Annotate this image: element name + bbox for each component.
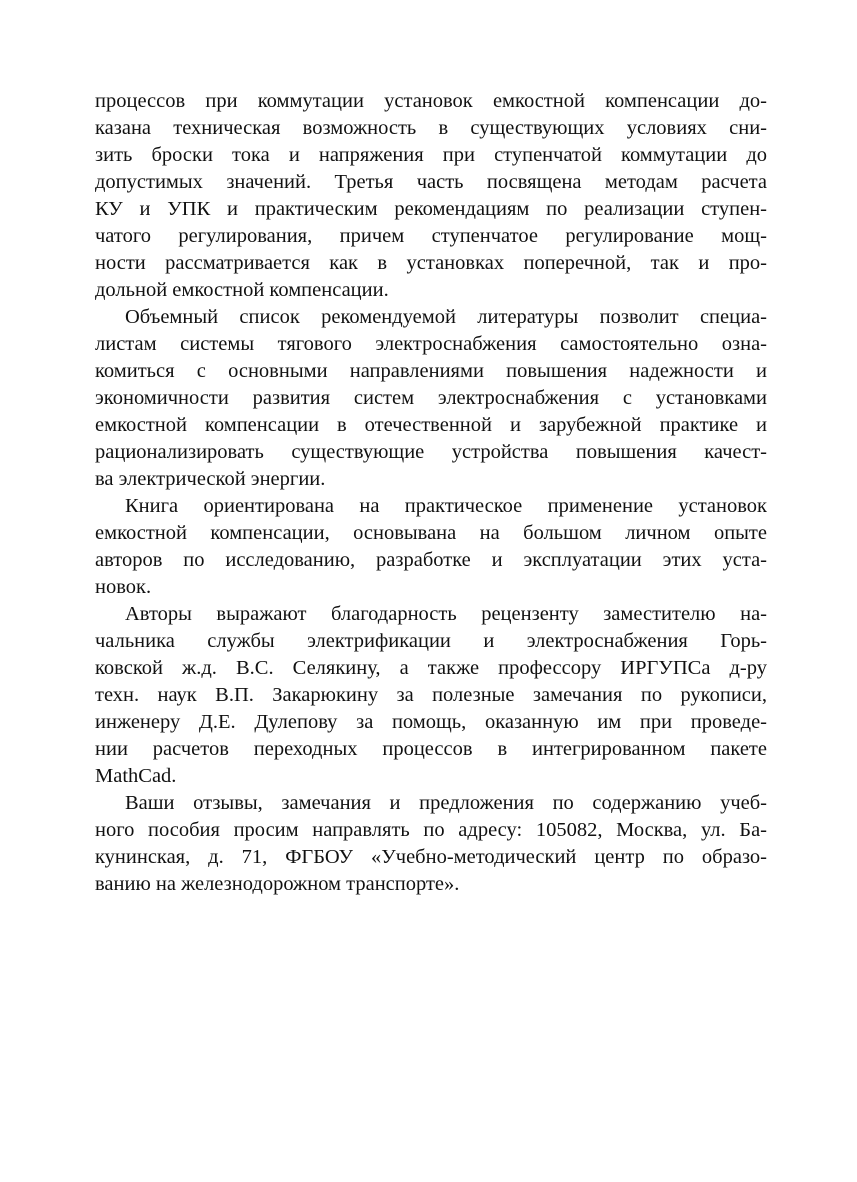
text-line: ва электрической энергии.: [95, 468, 326, 490]
text-line: инженеру Д.Е. Дулепову за помощь, оказанную им при проведе-: [95, 711, 767, 733]
text-line: дольной емкостной компенсации.: [95, 279, 389, 301]
text-line: емкостной компенсации в отечественной и зарубежной практике и: [95, 414, 767, 436]
text-line: казана техническая возможность в существующих условиях сни-: [95, 117, 767, 139]
text-line: Ваши отзывы, замечания и предложения по содержанию учеб-: [125, 792, 767, 814]
text-line: емкостной компенсации, основывана на большом личном опыте: [95, 522, 767, 544]
text-line: процессов при коммутации установок емкостной компенсации до-: [95, 90, 767, 112]
paragraph: [95, 790, 767, 898]
text-line: зить броски тока и напряжения при ступенчатой коммутации до: [95, 144, 767, 166]
text-line: новок.: [95, 576, 152, 598]
text-line: ного пособия просим направлять по адресу: 105082, Москва, ул. Ба-: [95, 819, 767, 841]
text-line: КУ и УПК и практическим рекомендациям по реализации ступен-: [95, 198, 767, 220]
text-line: ности рассматривается как в установках поперечной, так и про-: [95, 252, 767, 274]
text-line: Книга ориентирована на практическое применение установок: [125, 495, 767, 517]
text-line: чатого регулирования, причем ступенчатое регулирование мощ-: [95, 225, 767, 247]
text-line: нии расчетов переходных процессов в интегрированном пакете: [95, 738, 767, 760]
text-line: ковской ж.д. В.С. Селякину, а также профессору ИРГУПСа д-ру: [95, 657, 767, 679]
text-line: экономичности развития систем электроснабжения с установками: [95, 387, 767, 409]
text-line: Авторы выражают благодарность рецензенту заместителю на-: [125, 603, 767, 625]
paragraph: [95, 601, 767, 790]
paragraph: [95, 493, 767, 601]
text-line: ванию на железнодорожном транспорте».: [95, 873, 460, 895]
text-line: рационализировать существующие устройства повышения качест-: [95, 441, 767, 463]
text-line: комиться с основными направлениями повышения надежности и: [95, 360, 767, 382]
text-line: чальника службы электрификации и электроснабжения Горь-: [95, 630, 767, 652]
text-line: кунинская, д. 71, ФГБОУ «Учебно-методический центр по образо-: [95, 846, 767, 868]
paragraph: [95, 304, 767, 493]
document-page: [95, 88, 767, 898]
text-line: MathCad.: [95, 765, 177, 787]
text-line: Объемный список рекомендуемой литературы позволит специа-: [125, 306, 767, 328]
text-line: листам системы тягового электроснабжения самостоятельно озна-: [95, 333, 767, 355]
text-line: техн. наук В.П. Закарюкину за полезные замечания по рукописи,: [95, 684, 767, 706]
text-line: авторов по исследованию, разработке и эксплуатации этих уста-: [95, 549, 767, 571]
paragraph: [95, 88, 767, 304]
text-line: допустимых значений. Третья часть посвящена методам расчета: [95, 171, 767, 193]
